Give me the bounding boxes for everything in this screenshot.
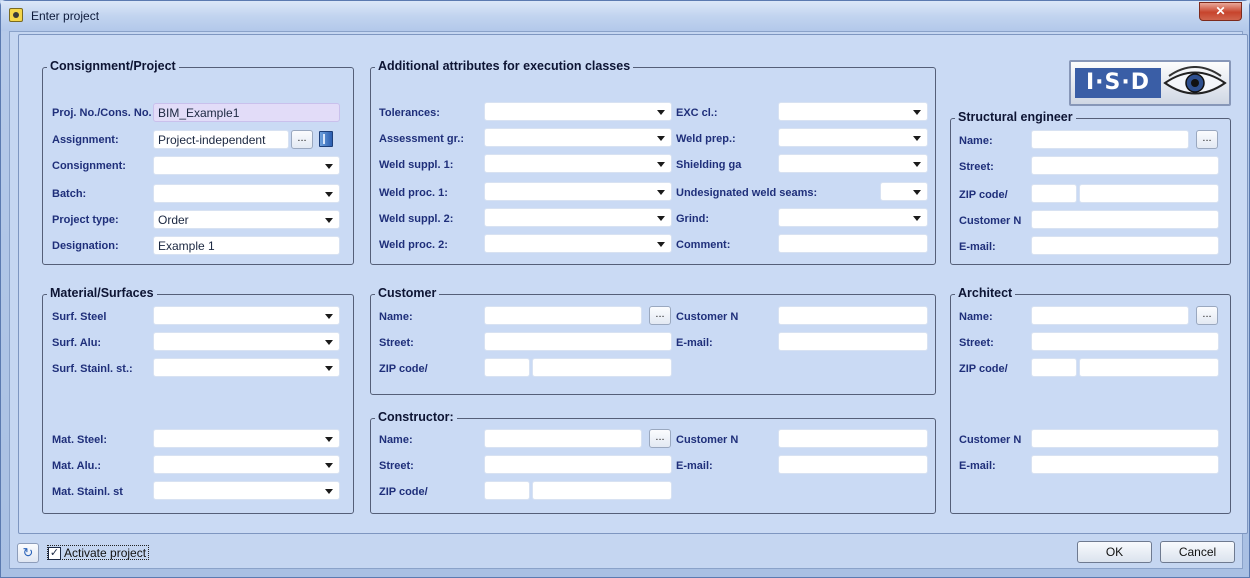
- mat-steel-label: Mat. Steel:: [52, 434, 108, 446]
- surf-stainl-combo[interactable]: [153, 358, 340, 377]
- grind-combo[interactable]: [778, 208, 928, 227]
- constructor-name-field[interactable]: [484, 429, 642, 448]
- dropdown-arrow-icon: [657, 136, 665, 141]
- dropdown-arrow-icon: [325, 314, 333, 319]
- dropdown-arrow-icon: [325, 164, 333, 169]
- weld-proc1-label: Weld proc. 1:: [379, 187, 448, 199]
- book-icon[interactable]: [319, 131, 333, 147]
- constructor-zip-label: ZIP code/: [379, 486, 428, 498]
- customer-street-label: Street:: [379, 337, 414, 349]
- app-icon: [9, 8, 23, 22]
- weld-suppl2-combo[interactable]: [484, 208, 672, 227]
- batch-label: Batch:: [52, 188, 87, 200]
- consignment-combo[interactable]: [153, 156, 340, 175]
- exc-combo[interactable]: [778, 102, 928, 121]
- architect-customer-no-label: Customer N: [959, 434, 1022, 446]
- constructor-zip-field[interactable]: [484, 481, 530, 500]
- eye-icon: [1163, 66, 1227, 100]
- isd-logo-text: I·S·D: [1075, 68, 1161, 98]
- dropdown-arrow-icon: [913, 190, 921, 195]
- activate-project-checkbox[interactable]: [47, 545, 149, 560]
- undesignated-combo[interactable]: [880, 182, 928, 201]
- weld-prep-label: Weld prep.:: [676, 133, 736, 145]
- weld-suppl1-label: Weld suppl. 1:: [379, 159, 454, 171]
- tolerances-label: Tolerances:: [379, 107, 440, 119]
- architect-email-field[interactable]: [1031, 455, 1219, 474]
- customer-zip-label: ZIP code/: [379, 363, 428, 375]
- refresh-icon: ↻: [22, 545, 34, 560]
- structural-engineer-group: [950, 110, 1231, 265]
- mat-stainl-combo[interactable]: [153, 481, 340, 500]
- dropdown-arrow-icon: [913, 216, 921, 221]
- architect-city-field[interactable]: [1079, 358, 1219, 377]
- grind-label: Grind:: [676, 213, 709, 225]
- dropdown-arrow-icon: [325, 489, 333, 494]
- architect-street-field[interactable]: [1031, 332, 1219, 351]
- customer-title: Customer: [375, 286, 439, 300]
- constructor-name-label: Name:: [379, 434, 413, 446]
- shielding-combo[interactable]: [778, 154, 928, 173]
- proj-no-label: Proj. No./Cons. No.: [52, 107, 152, 119]
- architect-name-label: Name:: [959, 311, 993, 323]
- weld-suppl2-label: Weld suppl. 2:: [379, 213, 454, 225]
- designation-label: Designation:: [52, 240, 119, 252]
- weld-proc1-combo[interactable]: [484, 182, 672, 201]
- structural-name-field[interactable]: [1031, 130, 1189, 149]
- structural-email-field[interactable]: [1031, 236, 1219, 255]
- structural-street-field[interactable]: [1031, 156, 1219, 175]
- customer-street-field[interactable]: [484, 332, 672, 351]
- dropdown-arrow-icon: [325, 218, 333, 223]
- main-panel: [18, 34, 1248, 534]
- assessment-label: Assessment gr.:: [379, 133, 464, 145]
- material-surfaces-group: [42, 286, 354, 514]
- structural-street-label: Street:: [959, 161, 994, 173]
- execution-classes-group: [370, 59, 936, 265]
- project-type-label: Project type:: [52, 214, 119, 226]
- constructor-customer-no-field[interactable]: [778, 429, 928, 448]
- mat-alu-label: Mat. Alu.:: [52, 460, 102, 472]
- mat-alu-combo[interactable]: [153, 455, 340, 474]
- consignment-label: Consignment:: [52, 160, 126, 172]
- dropdown-arrow-icon: [325, 340, 333, 345]
- weld-suppl1-combo[interactable]: [484, 154, 672, 173]
- execution-classes-title: Additional attributes for execution classes: [375, 59, 633, 73]
- consignment-project-title: Consignment/Project: [47, 59, 179, 73]
- structural-email-label: E-mail:: [959, 241, 996, 253]
- checkbox-check-icon[interactable]: ✓: [49, 547, 60, 559]
- assignment-label: Assignment:: [52, 134, 119, 146]
- constructor-group: [370, 410, 936, 514]
- customer-zip-field[interactable]: [484, 358, 530, 377]
- weld-proc2-label: Weld proc. 2:: [379, 239, 448, 251]
- assignment-field[interactable]: Project-independent: [153, 130, 289, 149]
- dropdown-arrow-icon: [325, 192, 333, 197]
- customer-group: [370, 286, 936, 395]
- cancel-button[interactable]: Cancel: [1160, 541, 1235, 563]
- dropdown-arrow-icon: [657, 242, 665, 247]
- dropdown-arrow-icon: [913, 110, 921, 115]
- customer-name-label: Name:: [379, 311, 413, 323]
- ok-button[interactable]: OK: [1077, 541, 1152, 563]
- customer-email-label: E-mail:: [676, 337, 713, 349]
- structural-engineer-title: Structural engineer: [955, 110, 1076, 124]
- batch-combo[interactable]: [153, 184, 340, 203]
- tolerances-combo[interactable]: [484, 102, 672, 121]
- constructor-email-field[interactable]: [778, 455, 928, 474]
- exc-label: EXC cl.:: [676, 107, 718, 119]
- dropdown-arrow-icon: [657, 162, 665, 167]
- dropdown-arrow-icon: [913, 162, 921, 167]
- dropdown-arrow-icon: [657, 110, 665, 115]
- isd-logo: [1069, 60, 1231, 106]
- dropdown-arrow-icon: [325, 437, 333, 442]
- structural-customer-no-field[interactable]: [1031, 210, 1219, 229]
- material-surfaces-title: Material/Surfaces: [47, 286, 157, 300]
- designation-field[interactable]: Example 1: [153, 236, 340, 255]
- weld-prep-combo[interactable]: [778, 128, 928, 147]
- architect-email-label: E-mail:: [959, 460, 996, 472]
- customer-city-field[interactable]: [532, 358, 672, 377]
- architect-zip-field[interactable]: [1031, 358, 1077, 377]
- dropdown-arrow-icon: [657, 190, 665, 195]
- comment-field[interactable]: [778, 234, 928, 253]
- mat-steel-combo[interactable]: [153, 429, 340, 448]
- architect-name-field[interactable]: [1031, 306, 1189, 325]
- dropdown-arrow-icon: [657, 216, 665, 221]
- architect-zip-label: ZIP code/: [959, 363, 1008, 375]
- structural-customer-no-label: Customer N: [959, 215, 1022, 227]
- structural-zip-label: ZIP code/: [959, 189, 1008, 201]
- close-button[interactable]: ✕: [1199, 2, 1242, 21]
- weld-proc2-combo[interactable]: [484, 234, 672, 253]
- structural-name-label: Name:: [959, 135, 993, 147]
- architect-group: [950, 286, 1231, 514]
- constructor-street-field[interactable]: [484, 455, 672, 474]
- mat-stainl-label: Mat. Stainl. st: [52, 486, 123, 498]
- shielding-label: Shielding ga: [676, 159, 742, 171]
- activate-project-label: Activate project: [64, 546, 147, 560]
- constructor-customer-no-label: Customer N: [676, 434, 739, 446]
- customer-customer-no-field[interactable]: [778, 306, 928, 325]
- architect-browse-button[interactable]: ...: [1196, 306, 1218, 325]
- structural-browse-button[interactable]: ...: [1196, 130, 1218, 149]
- customer-customer-no-label: Customer N: [676, 311, 739, 323]
- project-type-combo[interactable]: Order: [153, 210, 340, 229]
- constructor-city-field[interactable]: [532, 481, 672, 500]
- undesignated-label: Undesignated weld seams:: [676, 187, 818, 199]
- customer-name-field[interactable]: [484, 306, 642, 325]
- assignment-browse-button[interactable]: ...: [291, 130, 313, 149]
- refresh-button[interactable]: [17, 543, 39, 563]
- constructor-email-label: E-mail:: [676, 460, 713, 472]
- surf-alu-label: Surf. Alu:: [52, 337, 102, 349]
- structural-zip-field[interactable]: [1031, 184, 1077, 203]
- dropdown-arrow-icon: [913, 136, 921, 141]
- dropdown-arrow-icon: [325, 463, 333, 468]
- constructor-title: Constructor:: [375, 410, 457, 424]
- architect-customer-no-field[interactable]: [1031, 429, 1219, 448]
- comment-label: Comment:: [676, 239, 731, 251]
- window-title: Enter project: [31, 9, 100, 23]
- structural-city-field[interactable]: [1079, 184, 1219, 203]
- architect-street-label: Street:: [959, 337, 994, 349]
- proj-no-field[interactable]: BIM_Example1: [153, 103, 340, 122]
- dropdown-arrow-icon: [325, 366, 333, 371]
- constructor-street-label: Street:: [379, 460, 414, 472]
- title-bar: [1, 1, 1249, 31]
- architect-title: Architect: [955, 286, 1015, 300]
- consignment-project-group: [42, 59, 354, 265]
- assessment-combo[interactable]: [484, 128, 672, 147]
- surf-alu-combo[interactable]: [153, 332, 340, 351]
- customer-email-field[interactable]: [778, 332, 928, 351]
- surf-stainl-label: Surf. Stainl. st.:: [52, 363, 133, 375]
- customer-browse-button[interactable]: ...: [649, 306, 671, 325]
- dialog-client-area: [9, 31, 1243, 569]
- constructor-browse-button[interactable]: ...: [649, 429, 671, 448]
- surf-steel-combo[interactable]: [153, 306, 340, 325]
- surf-steel-label: Surf. Steel: [52, 311, 107, 323]
